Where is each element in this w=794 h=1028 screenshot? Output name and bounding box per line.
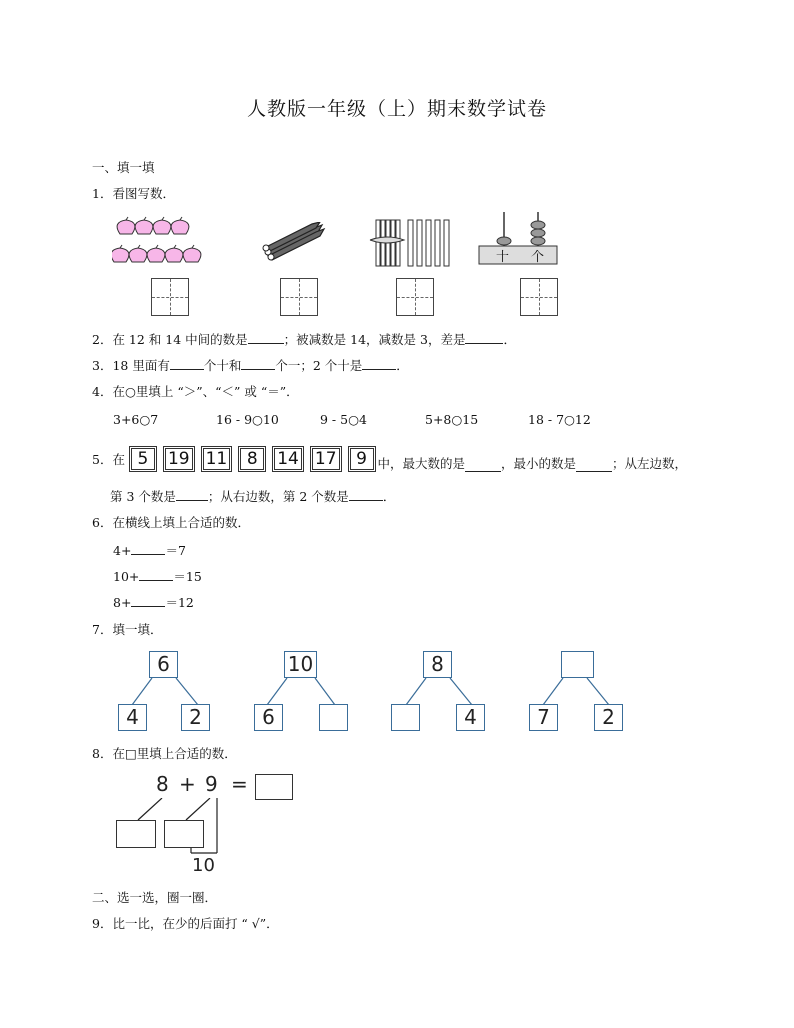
number-card: 11 xyxy=(201,446,233,472)
bond-top-box-3: 8 xyxy=(423,651,452,678)
number-card: 5 xyxy=(129,446,157,472)
bond-left-box-2: 6 xyxy=(254,704,283,731)
equation-equals: = xyxy=(231,772,248,796)
number-card: 9 xyxy=(348,446,376,472)
equation-answer-box[interactable] xyxy=(255,774,293,800)
answer-blank[interactable] xyxy=(131,542,165,555)
section-heading-1: 一、填一填 xyxy=(92,160,155,175)
answer-grid-box-4[interactable] xyxy=(520,278,558,316)
answer-grid-box-2[interactable] xyxy=(280,278,318,316)
answer-blank[interactable] xyxy=(170,357,204,370)
question-8: 8．在□里填上合适的数． xyxy=(92,746,237,761)
compare-expression-5[interactable]: 18 ‑ 7○12 xyxy=(528,412,591,427)
bond-right-box-1: 2 xyxy=(181,704,210,731)
section-heading-2: 二、选一选，圈一圈． xyxy=(92,890,218,905)
sticks-illustration xyxy=(368,214,458,268)
question-2: 2．在 12 和 14 中间的数是 ；被减数是 14，减数是 3，差是 ． xyxy=(92,332,516,347)
bond-left-box-3[interactable] xyxy=(391,704,420,731)
question-5-continued: 第 3 个数是 ；从右边数，第 2 个数是 ． xyxy=(110,489,396,504)
equation-operand-9: 9 xyxy=(205,772,218,796)
bond-left-box-4: 7 xyxy=(529,704,558,731)
bond-top-box-2: 10 xyxy=(284,651,317,678)
peaches-illustration xyxy=(112,216,222,268)
question-1: 1．看图写数． xyxy=(92,186,175,201)
compare-expression-1[interactable]: 3+6○7 xyxy=(113,412,159,427)
compare-expression-2[interactable]: 16 ‑ 9○10 xyxy=(216,412,279,427)
decompose-ten-label: 10 xyxy=(192,855,215,876)
answer-grid-box-3[interactable] xyxy=(396,278,434,316)
compare-expression-3[interactable]: 9 ‑ 5○4 xyxy=(320,412,367,427)
bond-right-box-4: 2 xyxy=(594,704,623,731)
fill-equation-2: 10+ ＝15 xyxy=(113,569,202,584)
answer-blank[interactable] xyxy=(465,459,501,472)
equation-operand-8: 8 xyxy=(156,772,169,796)
peach-row-top xyxy=(117,220,189,234)
decompose-box-right[interactable] xyxy=(164,820,204,848)
bond-left-box-1: 4 xyxy=(118,704,147,731)
answer-blank[interactable] xyxy=(465,331,503,344)
equation-plus: + xyxy=(179,772,196,796)
answer-blank[interactable] xyxy=(131,594,165,607)
answer-grid-box-1[interactable] xyxy=(151,278,189,316)
bond-top-box-4[interactable] xyxy=(561,651,594,678)
fill-equation-3: 8+ ＝12 xyxy=(113,595,194,610)
peach-row-bottom xyxy=(112,248,201,262)
compare-expression-4[interactable]: 5+8○15 xyxy=(425,412,479,427)
decompose-box-left[interactable] xyxy=(116,820,156,848)
answer-blank[interactable] xyxy=(362,357,396,370)
answer-blank[interactable] xyxy=(139,568,173,581)
question-9: 9．比一比，在少的后面打 “ √”． xyxy=(92,916,279,931)
page-title: 人教版一年级（上）期末数学试卷 xyxy=(246,98,547,120)
answer-blank[interactable] xyxy=(176,488,208,501)
bond-top-box-1: 6 xyxy=(149,651,178,678)
question-3: 3．18 里面有 个十和 个一；2 个十是 ． xyxy=(92,358,409,373)
bond-right-box-3: 4 xyxy=(456,704,485,731)
number-card: 8 xyxy=(238,446,266,472)
abacus-one-label: 个 xyxy=(531,250,545,265)
answer-blank[interactable] xyxy=(248,331,284,344)
question-6: 6．在横线上填上合适的数． xyxy=(92,515,250,530)
question-5: 5．在 5 19 11 8 14 17 9 中，最大数的是 ，最小的数是 ；从左边数， xyxy=(92,446,687,472)
number-card: 14 xyxy=(272,446,304,472)
fill-equation-1: 4+ ＝7 xyxy=(113,543,186,558)
answer-blank[interactable] xyxy=(241,357,275,370)
answer-blank[interactable] xyxy=(576,459,612,472)
question-7: 7．填一填． xyxy=(92,622,163,637)
answer-blank[interactable] xyxy=(349,488,383,501)
number-card: 17 xyxy=(310,446,342,472)
abacus-ten-label: 十 xyxy=(496,250,510,265)
number-card: 19 xyxy=(163,446,195,472)
pencils-illustration xyxy=(262,222,330,262)
abacus-illustration xyxy=(478,208,558,266)
bond-right-box-2[interactable] xyxy=(319,704,348,731)
question-4: 4．在○里填上 “＞”、“＜” 或 “＝”． xyxy=(92,384,299,399)
